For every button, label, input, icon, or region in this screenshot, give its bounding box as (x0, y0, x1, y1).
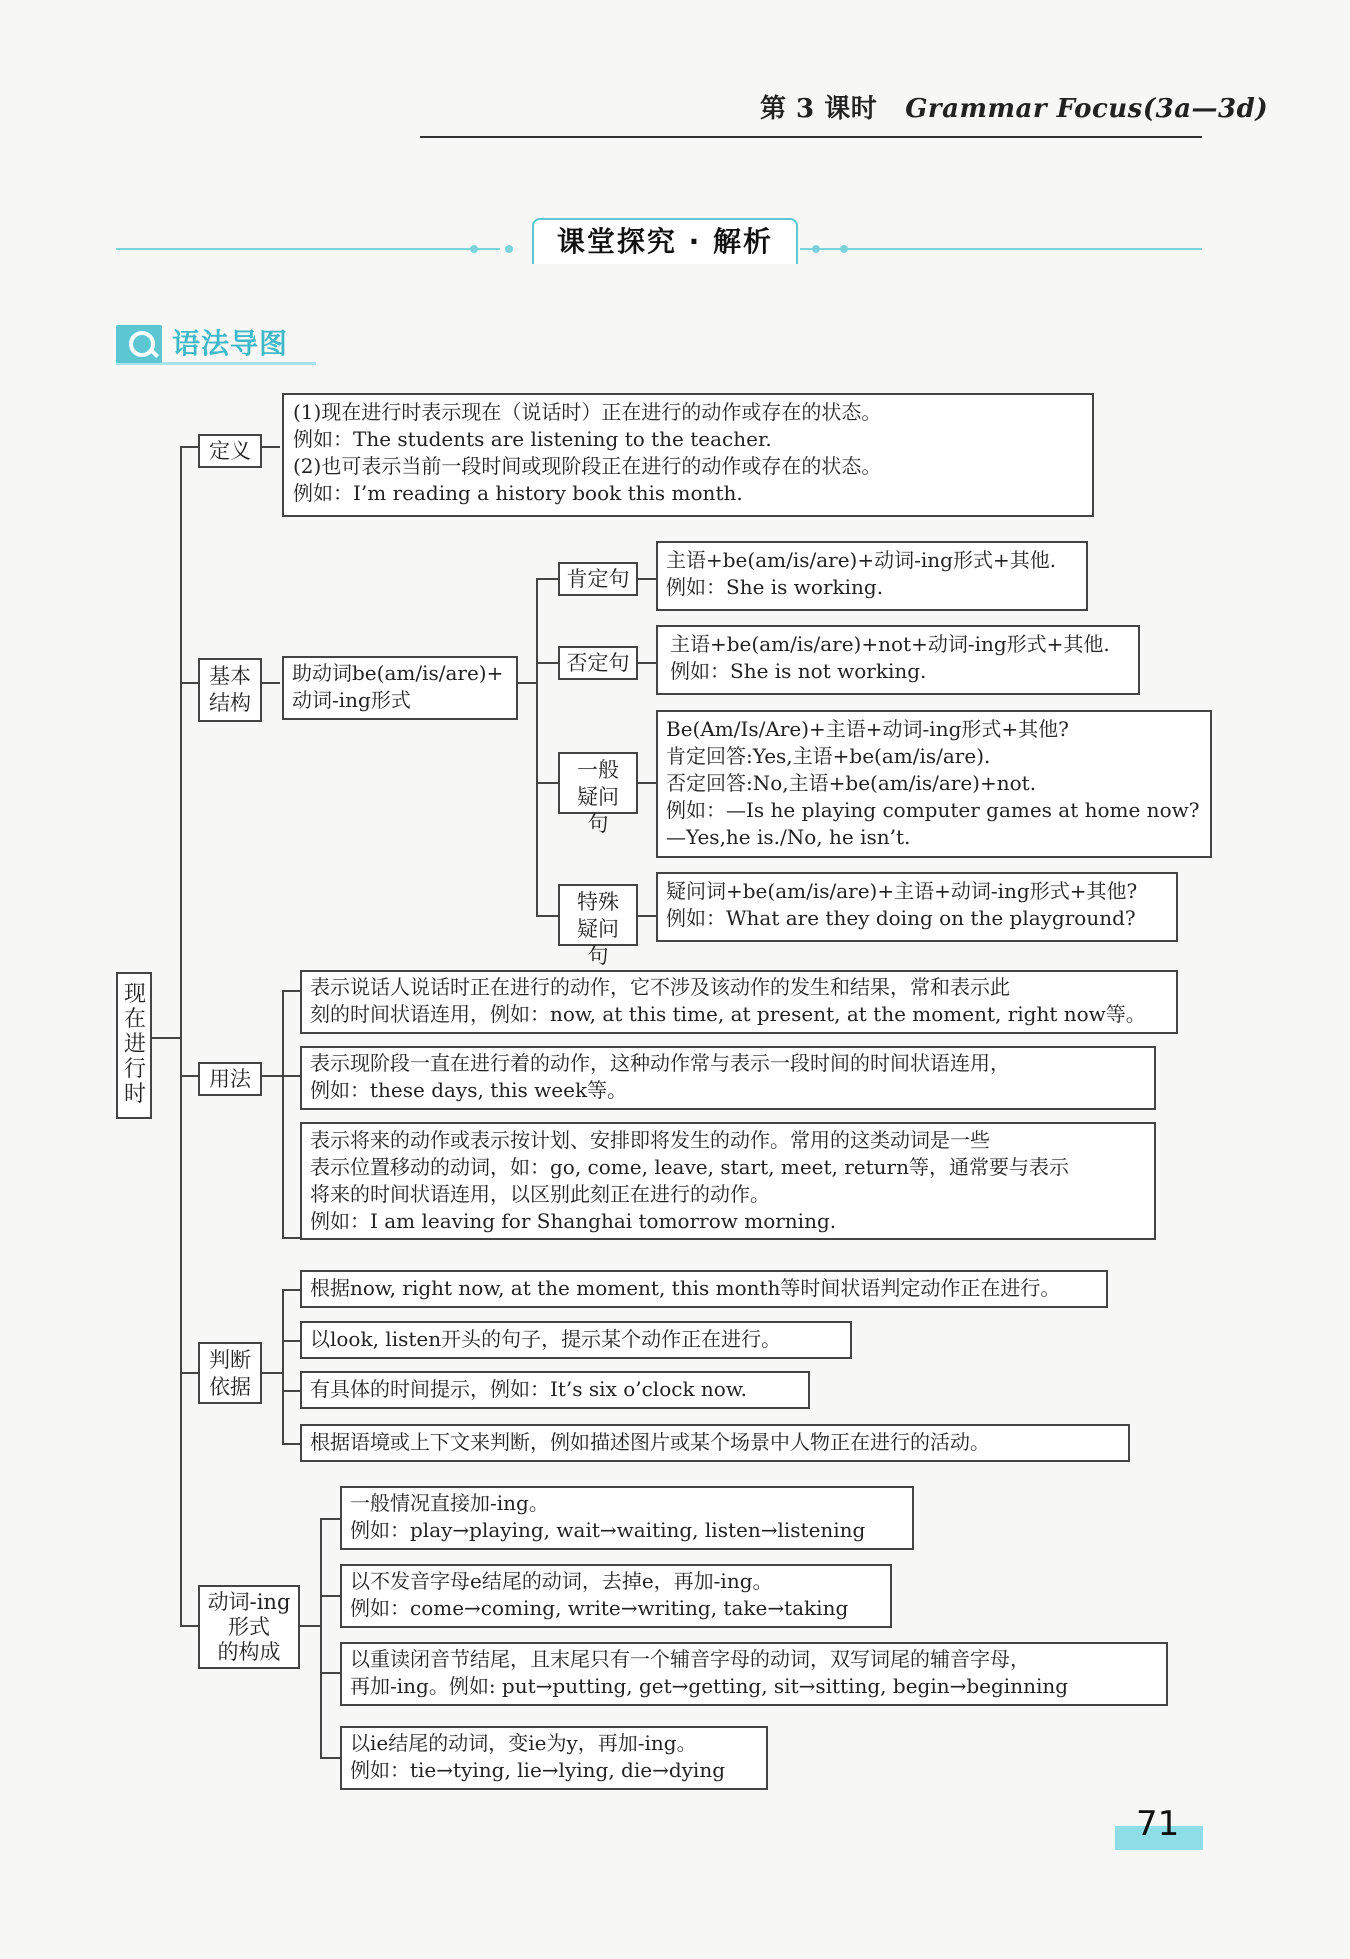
usage-line: 刻的时间状语连用，例如：now, at this time, at present, at the moment, right now等。 (310, 1002, 1146, 1026)
basis-box (300, 1321, 852, 1359)
page-number: 71 (1136, 1804, 1180, 1844)
general-question-line: 肯定回答:Yes,主语+be(am/is/are). (666, 744, 991, 768)
usage-line: 表示将来的动作或表示按计划、安排即将发生的动作。常用的这类动词是一些 (310, 1128, 990, 1152)
basis-box (300, 1270, 1108, 1308)
negative-box (656, 625, 1140, 695)
ing-rule-line: 以不发音字母e结尾的动词，去掉e，再加-ing。 (350, 1569, 773, 1593)
header-divider (420, 136, 1202, 138)
affirmative-line: 主语+be(am/is/are)+动词-ing形式+其他. (666, 548, 1057, 572)
definition-line: 例如：I’m reading a history book this month. (293, 481, 743, 505)
general-question-line: 否定回答:No,主语+be(am/is/are)+not. (666, 771, 1037, 795)
affirmative-box (656, 541, 1088, 611)
negative-line: 例如：She is not working. (670, 659, 927, 683)
root-topic: 现在进行时 (116, 972, 152, 1119)
basis-line: 有具体的时间提示，例如：It’s six o’clock now. (310, 1377, 747, 1401)
ing-rule-box (340, 1486, 914, 1550)
ing-rule-line: 再加-ing。例如: put→putting, get→getting, sit→sitting, begin→beginning (350, 1674, 1069, 1698)
usage-label: 用法 (198, 1062, 262, 1096)
usage-box (300, 1046, 1156, 1110)
lesson-number: 第 3 课时 (760, 94, 878, 124)
special-question-box (656, 872, 1178, 942)
general-question-line: Be(Am/Is/Are)+主语+动词-ing形式+其他? (666, 717, 1069, 741)
ing-rule-line: 以ie结尾的动词，变ie为y，再加-ing。 (350, 1731, 697, 1755)
ing-form-label (198, 1585, 300, 1669)
ing-rule-box (340, 1726, 768, 1790)
ing-rule-line: 例如：tie→tying, lie→lying, die→dying (350, 1758, 726, 1782)
ing-form-label-line: 动词-ing (207, 1590, 291, 1614)
usage-line: 将来的时间状语连用，以区别此刻正在进行的动作。 (310, 1182, 770, 1206)
section-line-right (800, 248, 1202, 250)
ing-rule-line: 一般情况直接加-ing。 (350, 1491, 549, 1515)
usage-box (300, 970, 1178, 1034)
lesson-header (760, 88, 1268, 125)
ing-rule-line: 例如：play→playing, wait→waiting, listen→listening (350, 1518, 866, 1542)
usage-line: 表示位置移动的动词，如：go, come, leave, start, meet, return等，通常要与表示 (310, 1155, 1070, 1179)
special-question-line: 疑问词+be(am/is/are)+主语+动词-ing形式+其他? (666, 879, 1138, 903)
special-question-line: 例如：What are they doing on the playground? (666, 906, 1136, 930)
general-question-line: 例如：—Is he playing computer games at home now? (666, 798, 1200, 822)
basis-box (300, 1371, 810, 1409)
section-line-left (116, 248, 500, 250)
structure-formula (282, 656, 518, 720)
section-title: 课堂探究 · 解析 (532, 218, 798, 264)
usage-line: 例如：these days, this week等。 (310, 1078, 628, 1102)
affirmative-label: 肯定句 (558, 562, 638, 596)
general-question-box (656, 710, 1212, 858)
guide-title: 语法导图 (172, 327, 289, 360)
ing-form-label-line: 的构成 (217, 1640, 281, 1664)
lesson-topic: Grammar Focus(3a—3d) (905, 94, 1269, 124)
usage-line: 例如：I am leaving for Shanghai tomorrow morning. (310, 1209, 837, 1233)
negative-line: 主语+be(am/is/are)+not+动词-ing形式+其他. (670, 632, 1110, 656)
section-dot (470, 245, 478, 253)
basis-line: 根据语境或上下文来判断，例如描述图片或某个场景中人物正在进行的活动。 (310, 1430, 990, 1454)
magnifier-icon (116, 325, 162, 363)
section-dot (505, 245, 513, 253)
basis-line: 根据now, right now, at the moment, this month等时间状语判定动作正在进行。 (310, 1276, 1061, 1300)
general-question-label: 一般疑问句 (558, 752, 638, 814)
definition-box (282, 393, 1094, 517)
formula-line: 动词-ing形式 (292, 688, 411, 712)
affirmative-line: 例如：She is working. (666, 575, 884, 599)
definition-line: (1)现在进行时表示现在（说话时）正在进行的动作或存在的状态。 (293, 400, 882, 424)
basis-box (300, 1424, 1130, 1462)
general-question-line: —Yes,he is./No, he isn’t. (666, 825, 911, 849)
ing-rule-line: 例如：come→coming, write→writing, take→taking (350, 1596, 849, 1620)
definition-label: 定义 (198, 434, 262, 468)
usage-line: 表示现阶段一直在进行着的动作，这种动作常与表示一段时间的时间状语连用， (310, 1051, 1010, 1075)
structure-label: 基本结构 (198, 658, 262, 722)
negative-label: 否定句 (558, 646, 638, 680)
ing-rule-box (340, 1564, 892, 1628)
formula-line: 助动词be(am/is/are)+ (292, 661, 504, 685)
ing-form-label-line: 形式 (228, 1615, 270, 1639)
definition-line: (2)也可表示当前一段时间或现阶段正在进行的动作或存在的状态。 (293, 454, 882, 478)
basis-label: 判断依据 (198, 1342, 262, 1404)
usage-box (300, 1122, 1156, 1240)
section-dot (812, 245, 820, 253)
section-dot (840, 245, 848, 253)
ing-rule-box (340, 1642, 1168, 1706)
basis-line: 以look, listen开头的句子，提示某个动作正在进行。 (310, 1327, 782, 1351)
ing-rule-line: 以重读闭音节结尾，且末尾只有一个辅音字母的动词，双写词尾的辅音字母， (350, 1647, 1030, 1671)
definition-line: 例如：The students are listening to the teacher. (293, 427, 772, 451)
special-question-label: 特殊疑问句 (558, 884, 638, 946)
usage-line: 表示说话人说话时正在进行的动作，它不涉及该动作的发生和结果，常和表示此 (310, 975, 1010, 999)
